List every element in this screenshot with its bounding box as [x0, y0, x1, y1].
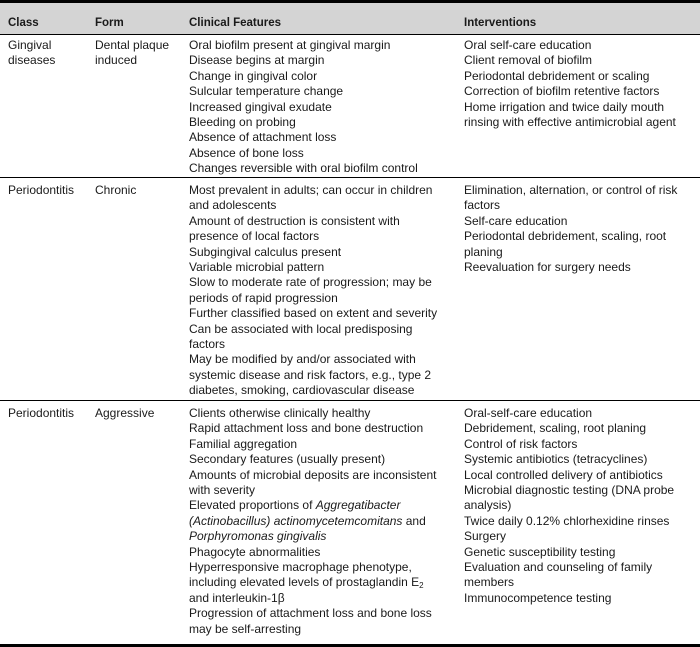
cell-line: Client removal of biofilm	[464, 53, 593, 68]
cell-form	[95, 38, 169, 69]
cell-form	[95, 406, 154, 421]
cell-line: Control of risk factors	[464, 436, 578, 451]
cell-line: Oral biofilm present at gingival margin	[189, 38, 391, 52]
header-clinical-features: Clinical Features	[189, 17, 282, 29]
cell-line: Elimination, alternation, or control of risk	[464, 183, 678, 197]
cell-interventions	[464, 406, 674, 606]
cell-line: Variable microbial pattern	[189, 260, 325, 275]
subscript: 2	[419, 581, 424, 591]
cell-line: Microbial diagnostic testing (DNA probe	[464, 483, 675, 498]
cell-line: presence of local factors	[189, 229, 320, 244]
cell-line	[189, 575, 436, 590]
species-name: (Actinobacillus) actinomycetemcomitans	[189, 513, 403, 528]
cell-line: with severity	[189, 483, 256, 498]
row-separator	[0, 400, 700, 401]
cell-line: Surgery	[464, 529, 507, 544]
cell-line: analysis)	[464, 498, 512, 513]
cell-line: Phagocyte abnormalities	[189, 544, 321, 559]
cell-class	[8, 38, 55, 69]
cell-line: Local controlled delivery of antibiotics	[464, 467, 663, 482]
cell-line: Clients otherwise clinically healthy	[189, 406, 371, 420]
cell-line: Chronic	[95, 183, 137, 197]
cell-line: Rapid attachment loss and bone destruction	[189, 421, 424, 436]
cell-line: Sulcular temperature change	[189, 84, 344, 99]
cell-line: Further classified based on extent and severity	[189, 306, 438, 321]
cell-line: diseases	[8, 53, 56, 68]
cell-line: Debridement, scaling, root planing	[464, 421, 647, 436]
cell-line: Secondary features (usually present)	[189, 452, 386, 467]
cell-line: Slow to moderate rate of progression; may be	[189, 275, 432, 290]
cell-line: Disease begins at margin	[189, 53, 325, 68]
cell-line: systemic disease and risk factors, e.g., type 2	[189, 367, 432, 382]
cell-line: Amounts of microbial deposits are inconsistent	[189, 467, 437, 482]
cell-line: Genetic susceptibility testing	[464, 544, 616, 559]
cell-line: Absence of bone loss	[189, 145, 304, 160]
cell-line: periods of rapid progression	[189, 290, 338, 305]
cell-line: members	[464, 575, 515, 590]
cell-line: Can be associated with local predisposing	[189, 321, 413, 336]
cell-line: Amount of destruction is consistent with	[189, 213, 400, 228]
table-header-row	[0, 3, 700, 35]
cell-clinical-features	[189, 406, 436, 637]
cell-line: Periodontitis	[8, 406, 75, 420]
cell-line: Reevaluation for surgery needs	[464, 260, 631, 275]
cell-line: Aggressive	[95, 406, 155, 420]
cell-line: induced	[95, 53, 138, 68]
cell-class	[8, 406, 74, 421]
cell-interventions	[464, 183, 677, 275]
cell-line: Evaluation and counseling of family	[464, 560, 653, 575]
cell-line: May be modified by and/or associated with	[189, 352, 416, 367]
cell-line: Dental plaque	[95, 38, 170, 52]
text-segment: including elevated levels of prostaglandin E	[189, 575, 420, 590]
row-separator	[0, 177, 700, 178]
cell-line: rinsing with effective antimicrobial agent	[464, 115, 676, 130]
cell-line: Hyperresponsive macrophage phenotype,	[189, 560, 412, 575]
cell-line: may be self-arresting	[189, 621, 302, 636]
text-segment: and	[402, 513, 426, 528]
cell-line	[189, 498, 436, 513]
header-class: Class	[8, 17, 39, 29]
cell-line: Oral self-care education	[464, 38, 592, 52]
cell-line: Self-care education	[464, 213, 568, 228]
cell-clinical-features	[189, 38, 418, 177]
cell-line: Changes reversible with oral biofilm control	[189, 161, 418, 176]
cell-line: Periodontal debridement or scaling	[464, 68, 650, 83]
cell-form	[95, 183, 136, 198]
cell-class	[8, 183, 74, 198]
cell-line: diabetes, smoking, cardiovascular disease	[189, 383, 415, 398]
cell-line: Periodontal debridement, scaling, root	[464, 229, 667, 244]
cell-line: Periodontitis	[8, 183, 75, 197]
cell-line: planing	[464, 244, 503, 259]
species-name: Porphyromonas gingivalis	[189, 529, 327, 544]
cell-interventions	[464, 38, 676, 130]
cell-line: and adolescents	[189, 198, 277, 213]
cell-line: factors	[189, 337, 226, 352]
cell-line: Most prevalent in adults; can occur in children	[189, 183, 433, 197]
cell-line: Progression of attachment loss and bone loss	[189, 606, 432, 621]
cell-line: Increased gingival exudate	[189, 99, 332, 114]
cell-line: Familial aggregation	[189, 436, 298, 451]
cell-line: Home irrigation and twice daily mouth	[464, 99, 665, 114]
cell-line: Twice daily 0.12% chlorhexidine rinses	[464, 513, 670, 528]
cell-line: Immunocompetence testing	[464, 590, 612, 605]
cell-line: Absence of attachment loss	[189, 130, 337, 145]
cell-line: Correction of biofilm retentive factors	[464, 84, 660, 99]
cell-line: and interleukin-1β	[189, 590, 285, 605]
text-segment: Elevated proportions of	[189, 498, 316, 513]
cell-line: Gingival	[8, 38, 52, 52]
cell-line: factors	[464, 198, 501, 213]
species-name: Aggregatibacter	[315, 498, 401, 513]
header-form: Form	[95, 17, 124, 29]
header-interventions: Interventions	[464, 17, 537, 29]
cell-line: Bleeding on probing	[189, 115, 296, 130]
cell-line: Subgingival calculus present	[189, 244, 342, 259]
cell-line: Change in gingival color	[189, 68, 318, 83]
cell-clinical-features	[189, 183, 437, 399]
cell-line: Systemic antibiotics (tetracyclines)	[464, 452, 648, 467]
cell-line	[189, 529, 436, 544]
cell-line	[189, 514, 436, 529]
cell-line: Oral-self-care education	[464, 406, 593, 420]
